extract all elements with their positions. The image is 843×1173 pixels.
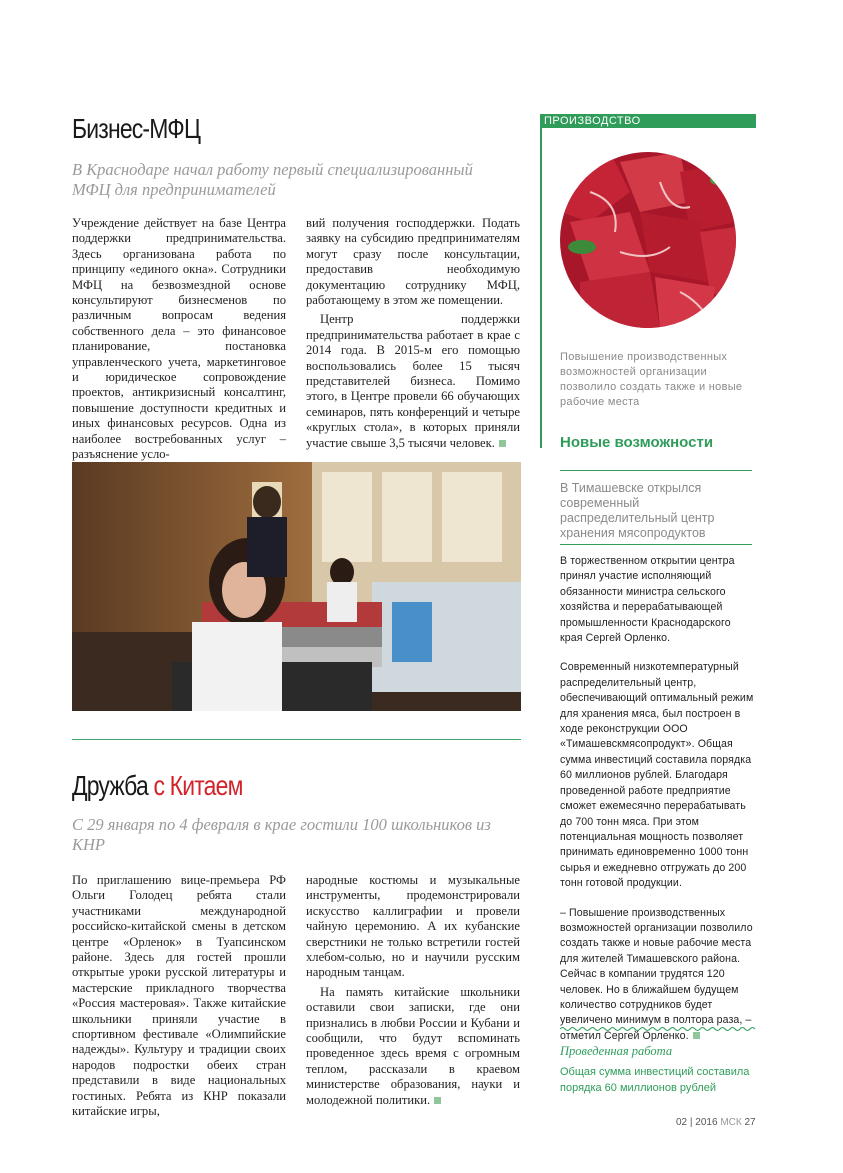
sidebar-paragraph-2: Современный низкотемпературный распределительный центр, обеспечивающий оптимальный режим для хранения мяса, был построен в ходе реконструкции ООО «Тимашевскмясопродукт». Общая сумма инвестиций составила порядка 60 миллионов рублей. Благодаря проведенной работе предприятие сможет ежемесячно перерабатывать до 700 тонн мяса. При этом потенциальная мощность позволяет принимать единовременно 1000 тонн сырья и ежедневно отгружать до 200 тонн готовой продукции. bbox=[560, 661, 754, 890]
article2-title-part1: Дружба bbox=[72, 770, 148, 801]
end-mark-icon bbox=[499, 440, 506, 447]
article1-title: Бизнес-МФЦ bbox=[72, 113, 201, 144]
sidebar-lead: В Тимашевске открылся современный распределительный центр хранения мясопродуктов bbox=[560, 481, 715, 540]
meat-photo-illustration bbox=[560, 152, 736, 328]
folio-magazine: МСК bbox=[720, 1117, 742, 1128]
sidebar-subtext: Общая сумма инвестиций составила порядка 60 миллионов рублей bbox=[560, 1066, 750, 1094]
sidebar-title: Новые возможности bbox=[560, 434, 714, 451]
sidebar-lead-rule bbox=[560, 544, 752, 545]
wavy-divider bbox=[560, 1026, 756, 1032]
article2-title-part2: с Китаем bbox=[153, 770, 243, 801]
sidebar-paragraph-3: – Повышение производственных возможностей организации позволило создать также и новые рабочие места для жителей Тимашевского района. Сейчас в компании трудятся 120 человек. Но в ближайшем будущем количество сотрудников будет увеличено минимум в полтора раза, – отметил Сергей Орленко. bbox=[560, 906, 753, 1042]
end-mark-icon bbox=[434, 1097, 441, 1104]
meat-photo-caption: Повышение производственных возможностей организации позволило создать также и новые рабочие места bbox=[560, 351, 743, 408]
article2-column-1 bbox=[72, 873, 286, 1120]
folio-issue: 02 | 2016 bbox=[676, 1117, 718, 1128]
page-folio bbox=[676, 1117, 756, 1128]
folio-page-number: 27 bbox=[744, 1117, 756, 1128]
meat-photo bbox=[560, 152, 736, 328]
office-photo bbox=[72, 462, 521, 711]
sidebar-vertical-rule bbox=[540, 128, 542, 448]
sidebar-body bbox=[560, 554, 756, 1058]
sidebar bbox=[540, 114, 756, 1114]
article2-lead: С 29 января по 4 февраля в крае гостили 100 школьников из КНР bbox=[72, 815, 491, 854]
article1-column-2 bbox=[306, 216, 520, 451]
sidebar-title-rule bbox=[560, 470, 752, 471]
article2-column-2 bbox=[306, 873, 520, 1108]
article2-col1-paragraph: По приглашению вице-премьера РФ Ольги Голодец ребята стали участниками международной российско-китайской смены в детском центре «Орленок» в Туапсинском районе. Здесь для гостей прошли открытые уроки русской литературы и мастерские прикладного творчества «Россия мастеровая». Также китайские школьники приняли участие в спортивном фестивале «Олимпийские надежды». Культуру и традиции своих народов подростки обеих стран представили в виде национальных гостиных. Ребята из КНР показали китайские игры, bbox=[72, 873, 286, 1119]
article1-lead: В Краснодаре начал работу первый специализированный МФЦ для предпринимателей bbox=[72, 160, 473, 199]
article1-col2-paragraph-2: Центр поддержки предпринимательства работает в крае с 2014 года. В 2015-м его помощью воспользовались более 15 тысяч представителей бизнеса. Помимо этого, в Центре провели 66 обучающих семинаров, пять конференций и четыре «круглых стола», в которых приняли участие свыше 3,5 тысячи человек. bbox=[306, 312, 520, 450]
section-divider bbox=[72, 739, 521, 740]
article2-col2-paragraph-2: На память китайские школьники оставили свои записки, где они признались в любви России и Кубани и сообщили, что будут вспоминать проведенное здесь время с огромным теплом, рассказали в краевом министерстве образования, науки и молодежной политики. bbox=[306, 984, 520, 1107]
article2-col2-paragraph-1: народные костюмы и музыкальные инструменты, продемонстрировали искусство каллиграфии и провели чайную церемонию. А их кубанские сверстники не только встретили гостей хлебом-солью, но и научили русским народным танцам. bbox=[306, 873, 520, 980]
article1-column-1 bbox=[72, 216, 286, 463]
article1-col2-paragraph-1: вий получения господдержки. Подать заявку на субсидию предпринимателям могут сразу после консультации, предоставив необходимую документацию сотруднику МФЦ, работающему в этом же помещении. bbox=[306, 216, 520, 308]
sidebar-subheading: Проведенная работа bbox=[560, 1044, 673, 1058]
end-mark-icon bbox=[693, 1032, 700, 1039]
article2-title bbox=[72, 770, 243, 802]
office-photo-illustration bbox=[72, 462, 521, 711]
article1-col1-paragraph: Учреждение действует на базе Центра поддержки предпринимательства. Здесь организована работа по принципу «единого окна». Сотрудники МФЦ на безвозмездной основе консультируют бизнесменов по различным вопросам ведения собственного дела – это финансовое планирование, постановка управленческого учета, маркетинговое и юридическое сопровождение проектов, антикризисный консалтинг, повышение доступности кредитных и иных финансовых ресурсов. Одна из наиболее востребованных услуг – разъяснение усло- bbox=[72, 216, 286, 462]
sidebar-rubric: ПРОИЗВОДСТВО bbox=[540, 114, 756, 128]
sidebar-paragraph-1: В торжественном открытии центра принял участие исполняющий обязанности министра сельского хозяйства и перерабатывающей промышленности Краснодарского края Сергей Орленко. bbox=[560, 555, 735, 645]
